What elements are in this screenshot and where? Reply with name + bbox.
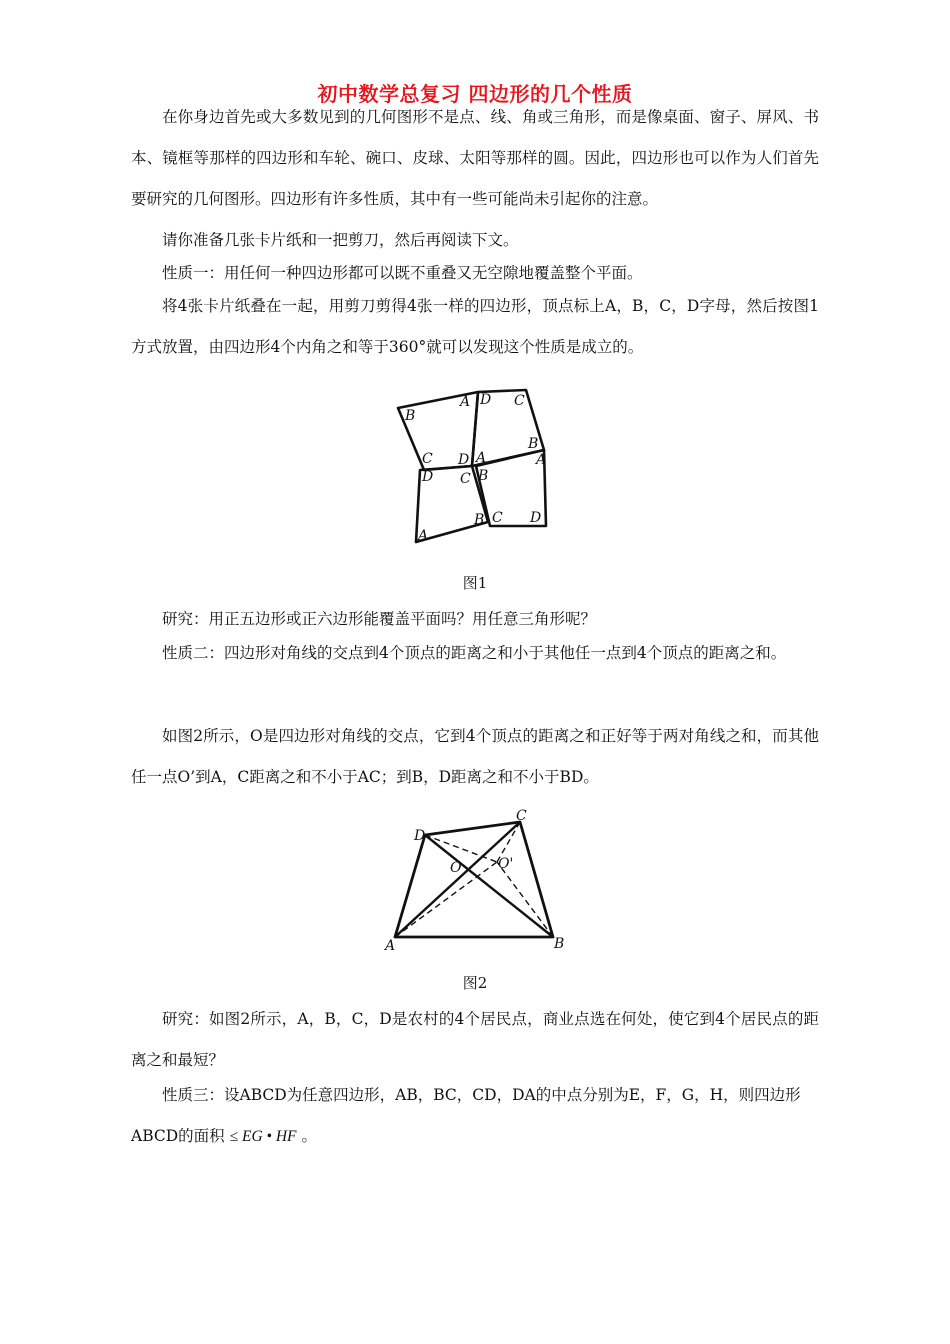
- figure-1-vertex-label: D: [530, 510, 542, 526]
- intro-paragraph: 在你身边首先或大多数见到的几何图形不是点、线、角或三角形，而是像桌面、窗子、屏风、书本、镜框等那样的四边形和车轮、碗口、皮球、太阳等那样的圆。因此，四边形也可以作为人们首先要研究的几何图形。四边形有许多性质，其中有一些可能尚未引起你的注意。: [131, 108, 819, 208]
- prepare-paragraph: 请你准备几张卡片纸和一把剪刀，然后再阅读下文。: [162, 231, 519, 249]
- property-three: 性质三：设ABCD为任意四边形，AB，BC，CD，DA的中点分别为E，F，G，H，则四边形: [162, 1086, 801, 1104]
- figure-1-vertex-label: D: [422, 469, 434, 485]
- figure-1-vertex-label: C: [492, 510, 503, 526]
- figure-1-vertex-label: B: [405, 408, 416, 424]
- figure-1-vertex-label: D: [458, 452, 470, 468]
- figure-2-vertex-label: A: [385, 938, 396, 954]
- figure-2-diagonals-diagram: [380, 800, 575, 960]
- figure-2-vertex-label: D: [414, 828, 426, 844]
- property-two-detail: 如图2所示，O是四边形对角线的交点，它到4个顶点的距离之和正好等于两对角线之和，而其他任一点O’到A，C距离之和不小于AC；到B，D距离之和不小于BD。: [131, 727, 819, 786]
- figure-2-vertex-label: B: [554, 936, 565, 952]
- sentence-end: 。: [301, 1127, 317, 1145]
- figure-1-vertex-label: A: [418, 528, 429, 544]
- figure-1-tiling-diagram: [390, 380, 565, 550]
- figure-1-caption: 图1: [462, 574, 488, 592]
- page-title: 初中数学总复习 四边形的几个性质: [317, 82, 633, 106]
- area-label: ABCD的面积: [131, 1127, 225, 1145]
- research-one: 研究：用正五边形或正六边形能覆盖平面吗？用任意三角形呢？: [162, 610, 597, 628]
- figure-1-vertex-label: C: [460, 471, 471, 487]
- figure-1-vertex-label: A: [476, 450, 487, 466]
- figure-1-vertex-label: C: [422, 451, 433, 467]
- figure-1-vertex-label: D: [480, 392, 492, 408]
- property-one-detail: 将4张卡片纸叠在一起，用剪刀剪得4张一样的四边形，顶点标上A，B，C，D字母，然后按图1方式放置，由四边形4个内角之和等于360°就可以发现这个性质是成立的。: [131, 297, 819, 356]
- figure-1-vertex-label: C: [514, 393, 525, 409]
- property-two: 性质二：四边形对角线的交点到4个顶点的距离之和小于其他任一点到4个顶点的距离之和。: [162, 644, 787, 662]
- figure-2-caption: 图2: [462, 974, 488, 992]
- figure-1-vertex-label: B: [478, 468, 489, 484]
- research-two: 研究：如图2所示，A，B，C，D是农村的4个居民点，商业点选在何处，使它到4个居民点的距离之和最短？: [131, 1010, 819, 1069]
- figure-1-vertex-label: A: [536, 452, 547, 468]
- property-one: 性质一：用任何一种四边形都可以既不重叠又无空隙地覆盖整个平面。: [162, 264, 643, 282]
- inequality-formula: ≤ EG • HF: [229, 1128, 297, 1145]
- figure-1-vertex-label: A: [460, 394, 471, 410]
- figure-2-vertex-label: O: [450, 860, 462, 876]
- property-three-continuation: [131, 1116, 819, 1157]
- figure-1-vertex-label: B: [474, 512, 485, 528]
- figure-1-vertex-label: B: [528, 436, 539, 452]
- figure-2-vertex-label: C: [516, 808, 527, 824]
- figure-2-vertex-label: O': [498, 856, 514, 872]
